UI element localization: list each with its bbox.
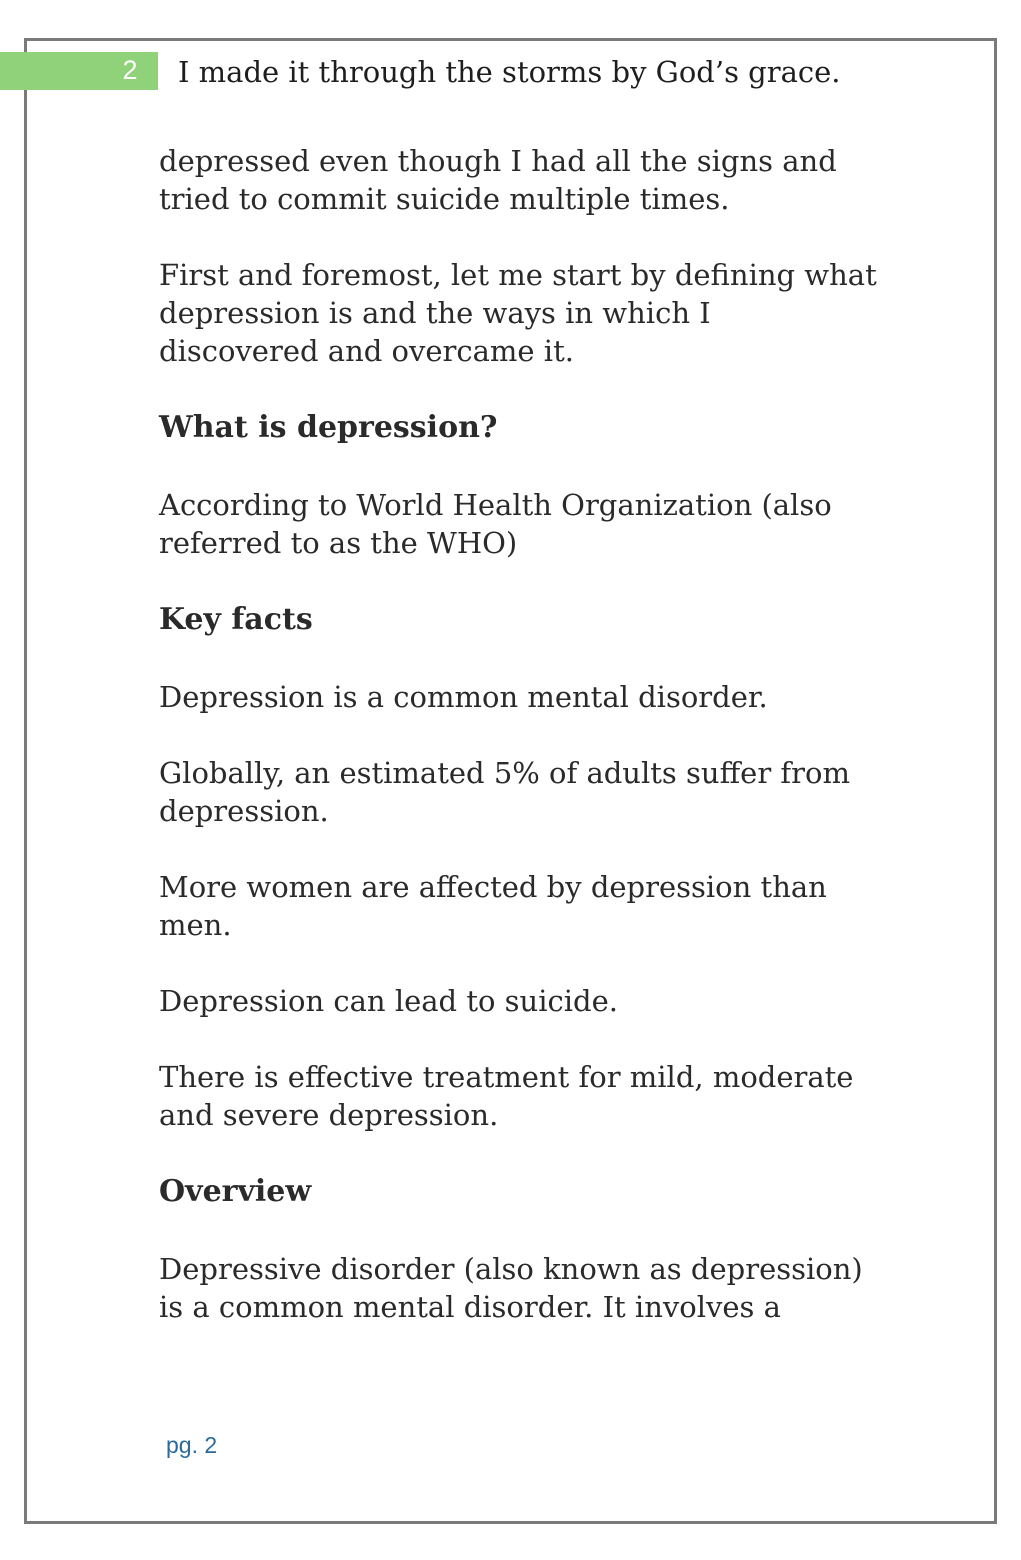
section-heading: Key facts: [159, 602, 313, 637]
paragraph: First and foremost, let me start by defining what depression is and the ways in which I discovered and overcame it.: [159, 258, 877, 368]
paragraph: Depression is a common mental disorder.: [159, 680, 768, 714]
paragraph: More women are affected by depression than men.: [159, 870, 827, 942]
page-number-tab-label: 2: [122, 55, 138, 85]
section-heading: What is depression?: [159, 410, 498, 445]
paragraph: Depressive disorder (also known as depression) is a common mental disorder. It involves a: [159, 1252, 863, 1324]
running-title: I made it through the storms by God’s grace.: [178, 55, 841, 89]
paragraph: Globally, an estimated 5% of adults suffer from depression.: [159, 756, 850, 828]
page-body: [159, 142, 879, 1364]
section-heading: Overview: [159, 1174, 312, 1209]
paragraph: According to World Health Organization (also referred to as the WHO): [159, 488, 832, 560]
paragraph: There is effective treatment for mild, moderate and severe depression.: [159, 1060, 854, 1132]
paragraph: depressed even though I had all the signs and tried to commit suicide multiple times.: [159, 144, 837, 216]
footer-page-number: pg. 2: [166, 1432, 218, 1458]
paragraph: Depression can lead to suicide.: [159, 984, 618, 1018]
